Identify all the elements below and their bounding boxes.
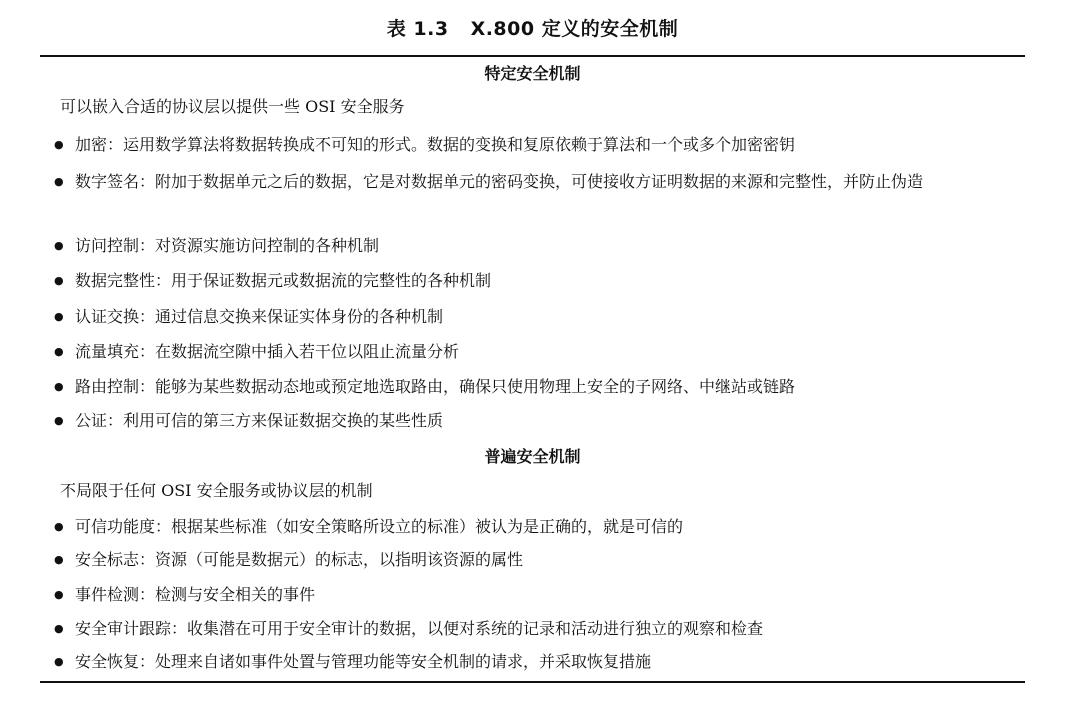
bullet-icon: ● [54,414,64,427]
specific-section-intro: 可以嵌入合适的协议层以提供一些 OSI 安全服务 [60,97,405,116]
list-item [54,545,1020,575]
list-item [54,337,1020,367]
list-item-text: 安全审计跟踪：收集潜在可用于安全审计的数据，以便对系统的记录和活动进行独立的观察和检查 [75,619,764,638]
table-number: 表 1.3 [386,18,449,40]
list-item [54,231,1020,261]
list-item [54,302,1020,332]
bullet-icon: ● [54,345,64,358]
bullet-icon: ● [54,138,64,151]
list-item-text: 加密：运用数学算法将数据转换成不可知的形式。数据的变换和复原依赖于算法和一个或多个加密密钥 [75,135,796,154]
pervasive-section-heading: 普遍安全机制 [484,447,581,466]
table-caption [40,16,1025,42]
list-item [54,580,1020,610]
list-item-text: 可信功能度：根据某些标准（如安全策略所设立的标准）被认为是正确的，就是可信的 [75,517,684,536]
list-item [54,406,1020,436]
bullet-icon: ● [54,588,64,601]
list-item [54,647,1020,677]
list-item-text: 访问控制：对资源实施访问控制的各种机制 [75,236,380,255]
bullet-icon: ● [54,175,64,188]
list-item-text: 安全标志：资源（可能是数据元）的标志，以指明该资源的属性 [75,550,524,569]
list-item [54,512,1020,542]
list-item [54,266,1020,296]
list-item-text: 路由控制：能够为某些数据动态地或预定地选取路由，确保只使用物理上安全的子网络、中继站或链路 [75,377,796,396]
specific-section-heading: 特定安全机制 [484,64,581,83]
bullet-icon: ● [54,622,64,635]
list-item-text: 认证交换：通过信息交换来保证实体身份的各种机制 [75,307,444,326]
table-title: X.800 定义的安全机制 [470,18,679,40]
bullet-icon: ● [54,310,64,323]
bullet-icon: ● [54,553,64,566]
top-rule [40,55,1025,57]
list-item [54,614,1020,644]
list-item-text: 流量填充：在数据流空隙中插入若干位以阻止流量分析 [75,342,460,361]
bullet-icon: ● [54,274,64,287]
list-item-text: 安全恢复：处理来自诸如事件处置与管理功能等安全机制的请求，并采取恢复措施 [75,652,652,671]
bottom-rule [40,681,1025,683]
list-item [54,167,1020,197]
bullet-icon: ● [54,380,64,393]
bullet-icon: ● [54,520,64,533]
list-item-text: 数据完整性：用于保证数据元或数据流的完整性的各种机制 [75,271,492,290]
list-item-text: 公证：利用可信的第三方来保证数据交换的某些性质 [75,411,444,430]
list-item-text: 事件检测：检测与安全相关的事件 [75,585,316,604]
list-item [54,130,1020,160]
pervasive-section-intro: 不局限于任何 OSI 安全服务或协议层的机制 [60,481,373,500]
list-item [54,372,1020,402]
list-item-text: 数字签名：附加于数据单元之后的数据，它是对数据单元的密码变换，可使接收方证明数据的来源和完整性，并防止伪造 [75,172,924,191]
bullet-icon: ● [54,239,64,252]
bullet-icon: ● [54,655,64,668]
